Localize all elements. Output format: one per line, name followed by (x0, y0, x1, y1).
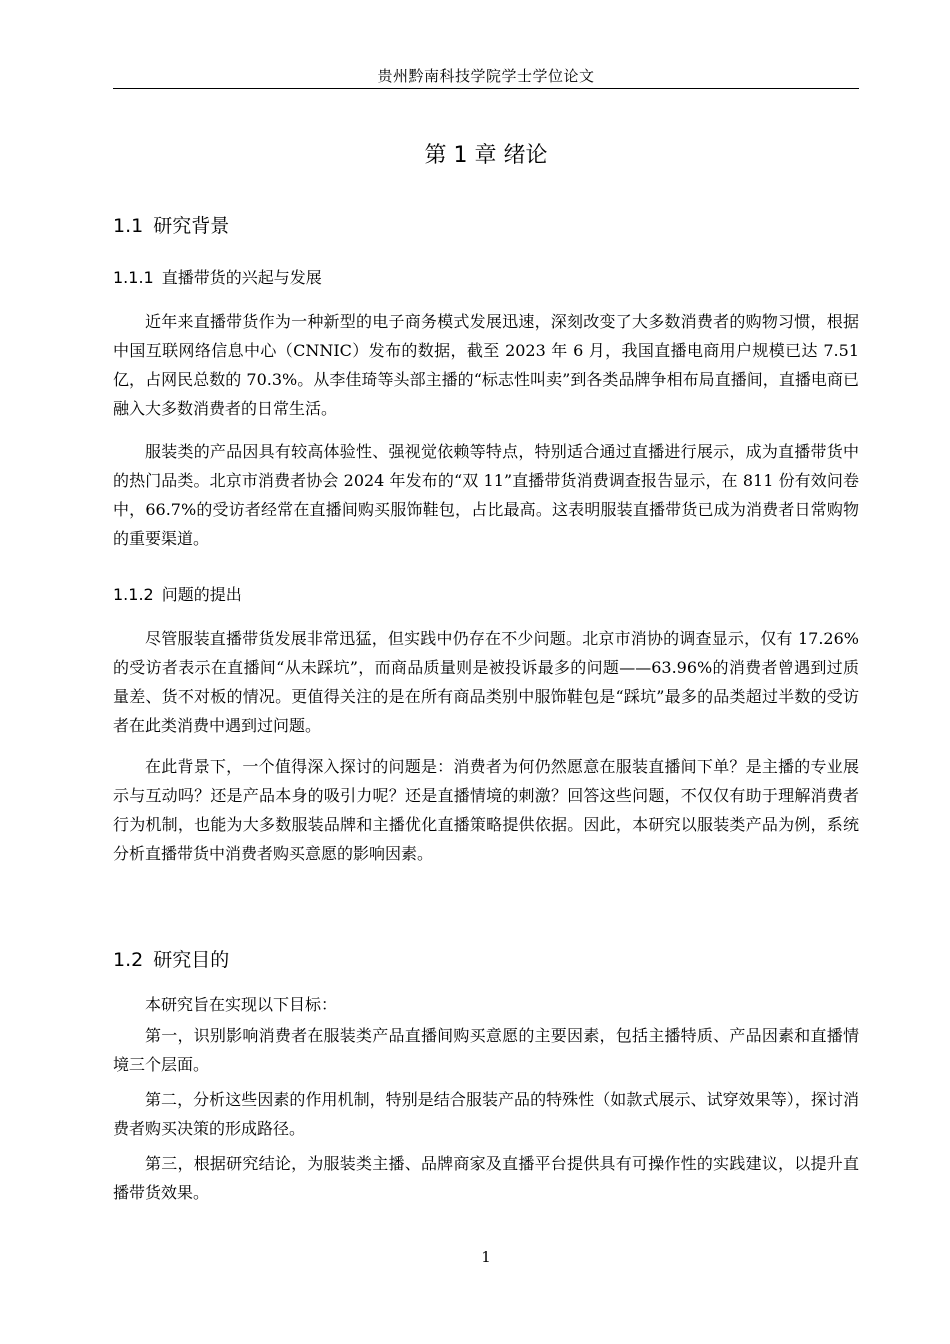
section-title: 研究背景 (153, 215, 230, 237)
chapter-title: 第 1 章 绪论 (424, 143, 548, 168)
subsection-title: 问题的提出 (161, 585, 242, 604)
section-number: 1.1 (113, 215, 144, 237)
running-header: 贵州黔南科技学院学士学位论文 (377, 67, 595, 85)
paragraph: 尽管服装直播带货发展非常迅猛，但实践中仍存在不少问题。北京市消协的调查显示，仅有 17.26%的受访者表示在直播间“从未踩坑”，而商品质量则是被投诉最多的问题——63.96%的消费者曾遇到过质量差、货不对板的情况。更值得关注的是在所有商品类别中服饰鞋包是“踩坑”最多的品类超过半数的受访者在此类消费中遇到过问题。 (113, 629, 859, 735)
section-title: 研究目的 (153, 949, 230, 971)
paragraph: 在此背景下，一个值得深入探讨的问题是：消费者为何仍然愿意在服装直播间下单？是主播的专业展示与互动吗？还是产品本身的吸引力呢？还是直播情境的刺激？回答这些问题，不仅仅有助于理解消费者行为机制，也能为大多数服装品牌和主播优化直播策略提供依据。因此，本研究以服装类产品为例，系统分析直播带货中消费者购买意愿的影响因素。 (113, 757, 859, 863)
subsection-number: 1.1.2 (113, 585, 154, 604)
subsection-heading-1-1-2 (113, 583, 242, 607)
subsection-title: 直播带货的兴起与发展 (161, 268, 322, 287)
paragraph: 近年来直播带货作为一种新型的电子商务模式发展迅速，深刻改变了大多数消费者的购物习惯，根据中国互联网络信息中心（CNNIC）发布的数据，截至 2023 年 6 月，我国直播电商用户规模已达 7.51 亿，占网民总数的 70.3%。从李佳琦等头部主播的“标志性叫卖”到各类品牌争相布局直播间，直播电商已融入大多数消费者的日常生活。 (113, 312, 859, 418)
paragraph: 本研究旨在实现以下目标： (145, 995, 338, 1014)
paragraph: 第三，根据研究结论，为服装类主播、品牌商家及直播平台提供具有可操作性的实践建议，以提升直播带货效果。 (113, 1154, 859, 1202)
paragraph: 第一，识别影响消费者在服装类产品直播间购买意愿的主要因素，包括主播特质、产品因素和直播情境三个层面。 (113, 1026, 859, 1074)
page-number: 1 (481, 1248, 491, 1266)
paragraph: 第二，分析这些因素的作用机制，特别是结合服装产品的特殊性（如款式展示、试穿效果等），探讨消费者购买决策的形成路径。 (113, 1090, 859, 1138)
section-heading-1-1 (113, 212, 229, 240)
subsection-heading-1-1-1 (113, 266, 322, 290)
section-heading-1-2 (113, 946, 229, 974)
section-number: 1.2 (113, 949, 144, 971)
paragraph: 服装类的产品因具有较高体验性、强视觉依赖等特点，特别适合通过直播进行展示，成为直播带货中的热门品类。北京市消费者协会 2024 年发布的“双 11”直播带货消费调查报告显示，在 811 份有效问卷中，66.7%的受访者经常在直播间购买服饰鞋包，占比最高。这表明服装直播带货已成为消费者日常购物的重要渠道。 (113, 442, 859, 548)
header-rule (113, 88, 859, 89)
subsection-number: 1.1.1 (113, 268, 154, 287)
